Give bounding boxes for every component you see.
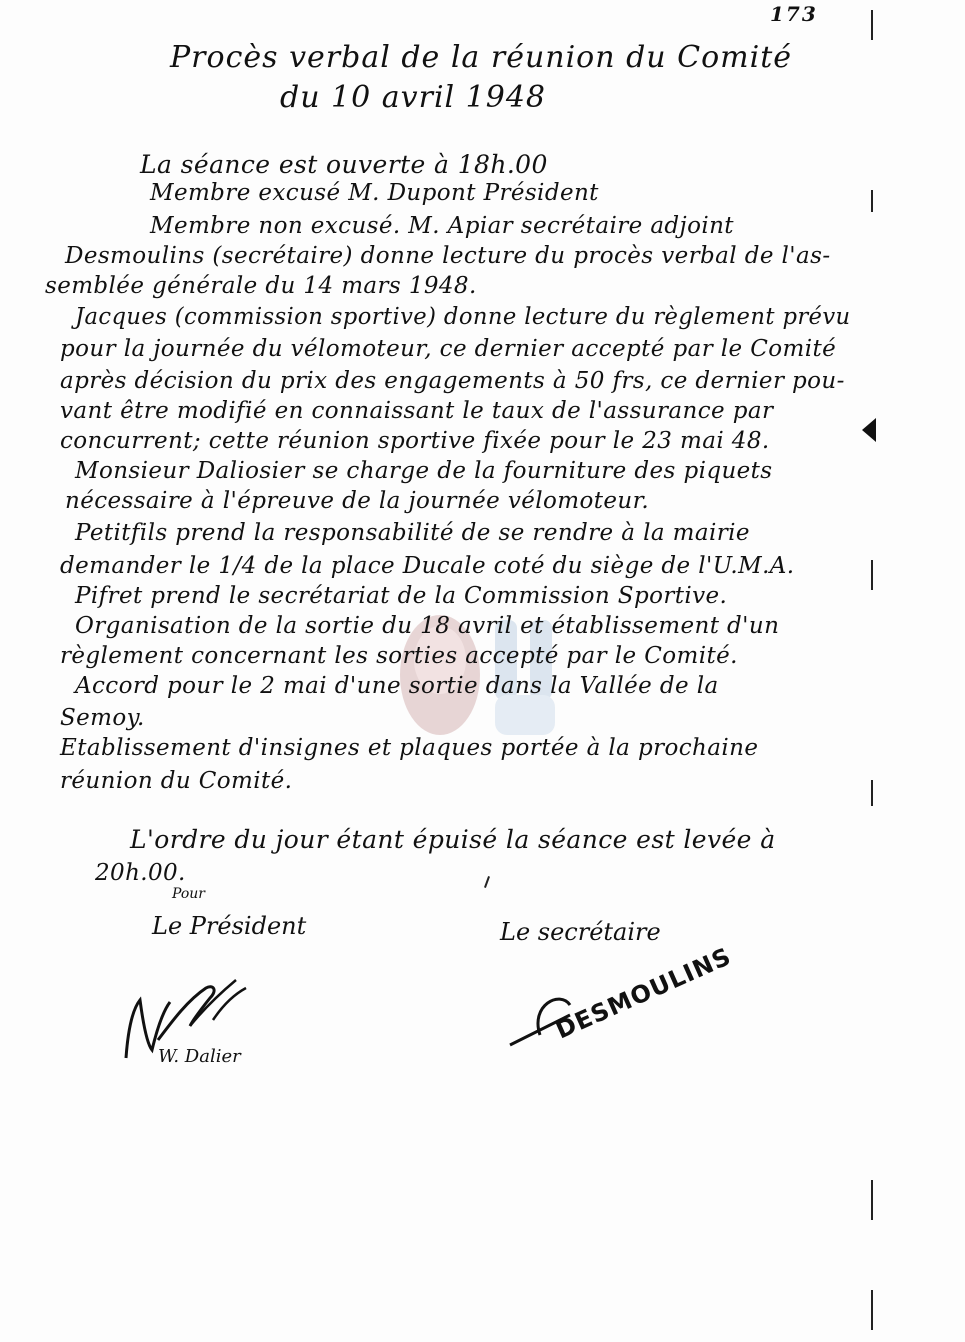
secretary-signature: [500, 935, 736, 1055]
minutes-line: concurrent; cette réunion sportive fixée pour le 23 mai 48.: [60, 428, 770, 454]
minutes-line: après décision du prix des engagements à 50 frs, ce dernier pou-: [60, 368, 845, 394]
secretary-label: Le secrétaire: [500, 918, 661, 946]
document-date: du 10 avril 1948: [280, 80, 547, 115]
minutes-line: Accord pour le 2 mai d'une sortie dans la Vallée de la: [75, 673, 719, 699]
binding-edge-mark: [871, 780, 873, 806]
minutes-line: La séance est ouverte à 18h.00: [140, 150, 548, 179]
minutes-line: Petitfils prend la responsabilité de se rendre à la mairie: [75, 520, 750, 546]
binding-edge-mark: [871, 560, 873, 590]
minutes-line: Monsieur Daliosier se charge de la fourniture des piquets: [75, 458, 773, 484]
binding-edge-mark: [871, 1290, 873, 1330]
minutes-line: Organisation de la sortie du 18 avril et établissement d'un: [75, 613, 780, 639]
secretary-signature-text: DESMOULINS: [551, 942, 736, 1045]
ink-mark: [484, 876, 490, 888]
margin-arrow-mark: [862, 418, 876, 442]
document-title: Procès verbal de la réunion du Comité: [170, 40, 793, 75]
minutes-line: vant être modifié en connaissant le taux de l'assurance par: [60, 398, 774, 424]
minutes-line: demander le 1/4 de la place Ducale coté du siège de l'U.M.A.: [60, 553, 795, 579]
minutes-line: Membre non excusé. M. Apiar secrétaire adjoint: [150, 213, 734, 239]
president-prefix: Pour: [172, 886, 205, 902]
minutes-line: 20h.00.: [95, 860, 186, 886]
minutes-line: pour la journée du vélomoteur, ce dernier accepté par le Comité: [60, 336, 837, 362]
president-signature: [118, 970, 253, 1065]
minutes-line: Jacques (commission sportive) donne lecture du règlement prévu: [75, 304, 851, 330]
binding-edge-mark: [871, 190, 873, 212]
president-label: Le Président: [152, 912, 307, 940]
minutes-line: Desmoulins (secrétaire) donne lecture du procès verbal de l'as-: [65, 243, 831, 269]
minutes-line: semblée générale du 14 mars 1948.: [45, 273, 477, 299]
page-number: 173: [770, 2, 818, 26]
binding-edge-mark: [871, 1180, 873, 1220]
binding-edge-mark: [871, 10, 873, 40]
minutes-line: règlement concernant les sorties accepté par le Comité.: [60, 643, 738, 669]
minutes-line: Etablissement d'insignes et plaques portée à la prochaine: [60, 735, 759, 761]
minutes-line: Pifret prend le secrétariat de la Commission Sportive.: [75, 583, 728, 609]
president-signature-text: W. Dalier: [158, 1046, 241, 1067]
minutes-line: nécessaire à l'épreuve de la journée vélomoteur.: [65, 488, 650, 514]
minutes-line: Membre excusé M. Dupont Président: [150, 180, 599, 206]
minutes-line: L'ordre du jour étant épuisé la séance est levée à: [130, 825, 776, 854]
minutes-line: Semoy.: [60, 705, 145, 731]
minutes-line: réunion du Comité.: [60, 768, 293, 794]
